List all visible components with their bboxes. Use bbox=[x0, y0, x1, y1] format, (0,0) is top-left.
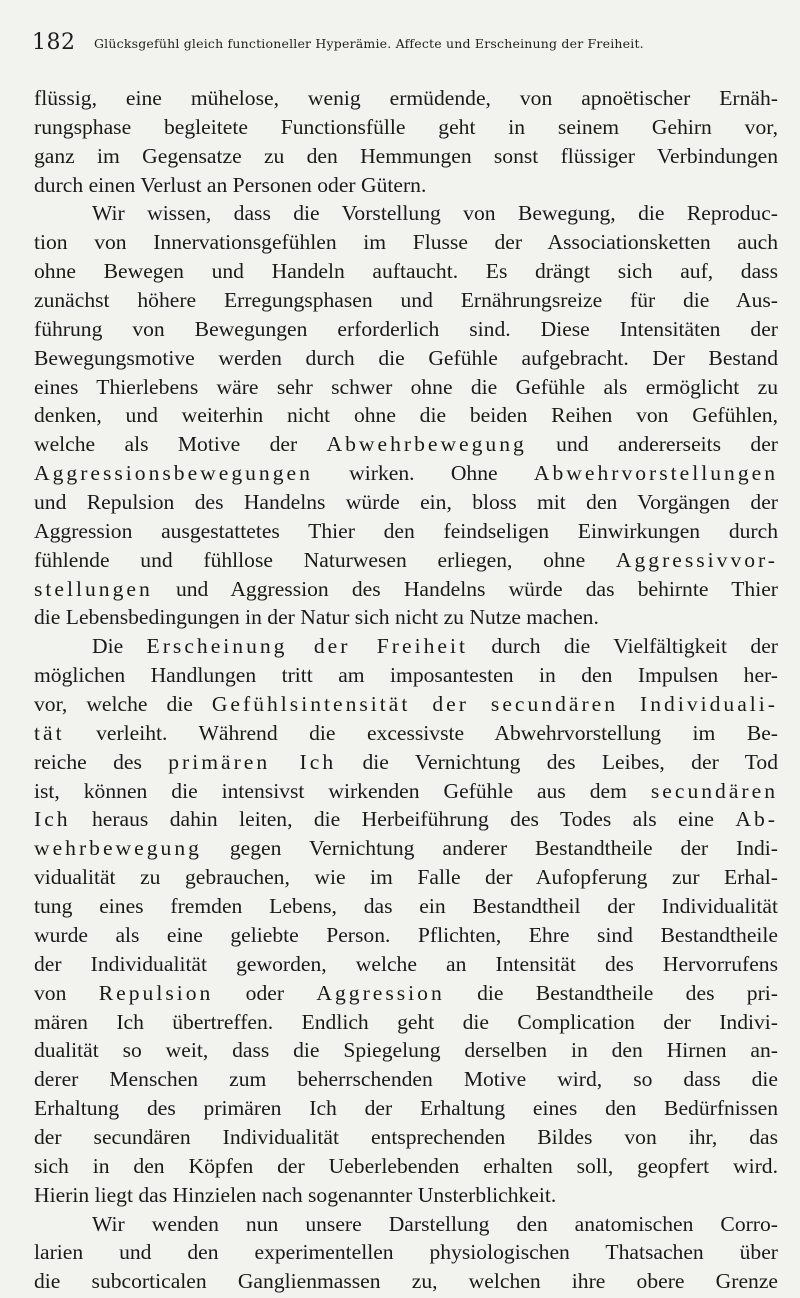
text-run: oder bbox=[213, 980, 317, 1005]
text-run: vor, welche die bbox=[34, 692, 212, 717]
text-run: gegen Vernichtung anderer Bestandtheile der Indi- bbox=[201, 836, 778, 861]
emphasis-run: Abwehrbewegung bbox=[326, 432, 527, 457]
text-run: welche als Motive der bbox=[34, 432, 327, 457]
text-line: die Lebensbedingungen in der Natur sich nicht zu Nutze machen. bbox=[34, 605, 599, 630]
text-run: und Aggression des Handelns würde das behirnte Thier bbox=[152, 576, 778, 601]
emphasis-run: tät bbox=[34, 720, 65, 745]
text-line: Erhaltung des primären Ich der Erhaltung eines den Bedürfnissen bbox=[34, 1096, 778, 1121]
text-line: und Repulsion des Handelns würde ein, bloss mit den Vorgängen der bbox=[34, 490, 778, 515]
text-line: Wir wissen, dass die Vorstellung von Bewegung, die Reproduc- bbox=[92, 201, 778, 226]
text-line bbox=[34, 690, 778, 719]
text-line: der secundären Individualität entsprechenden Bildes von ihr, das bbox=[34, 1124, 778, 1149]
emphasis-run: Ich bbox=[34, 807, 71, 832]
text-line bbox=[34, 430, 778, 459]
text-line: möglichen Handlungen tritt am imposantesten in den Impulsen her- bbox=[34, 663, 778, 688]
text-line: Hierin liegt das Hinzielen nach sogenannter Unsterblichkeit. bbox=[34, 1182, 557, 1207]
body-text bbox=[34, 84, 778, 1296]
page-header bbox=[32, 30, 777, 60]
text-line: der Individualität geworden, welche an Intensität des Hervorrufens bbox=[34, 951, 778, 976]
emphasis-run: secundären bbox=[650, 778, 778, 803]
text-line: mären Ich übertreffen. Endlich geht die Complication der Indivi- bbox=[34, 1009, 778, 1034]
text-line bbox=[34, 748, 778, 777]
running-head: Glücksgefühl gleich functioneller Hyperämie. Affecte und Erscheinung der Freiheit. bbox=[94, 36, 644, 51]
text-run: ist, können die intensivst wirkenden Gefühle aus dem bbox=[34, 778, 651, 803]
text-line bbox=[34, 979, 778, 1008]
text-line bbox=[34, 805, 778, 834]
text-line: zunächst höhere Erregungsphasen und Ernährungsreize für die Aus- bbox=[34, 288, 778, 313]
text-line: rungsphase begleitete Functionsfülle geht in seinem Gehirn vor, bbox=[34, 114, 778, 139]
text-line: tion von Innervationsgefühlen im Flusse der Associationsketten auch bbox=[34, 230, 778, 255]
page-number: 182 bbox=[32, 30, 76, 55]
text-line bbox=[34, 632, 778, 661]
text-line: Bewegungsmotive werden durch die Gefühle aufgebracht. Der Bestand bbox=[34, 345, 778, 370]
text-run: die Vernichtung des Leibes, der Tod bbox=[336, 749, 778, 774]
text-line: eines Thierlebens wäre sehr schwer ohne die Gefühle als ermöglicht zu bbox=[34, 374, 778, 399]
text-line: ganz im Gegensatze zu den Hemmungen sonst flüssiger Verbindungen bbox=[34, 143, 778, 168]
text-run: fühlende und fühllose Naturwesen erliegen, ohne bbox=[34, 547, 616, 572]
text-line: ohne Bewegen und Handeln auftaucht. Es drängt sich auf, dass bbox=[34, 259, 778, 284]
text-line: larien und den experimentellen physiologischen Thatsachen über bbox=[34, 1240, 778, 1265]
text-line: vidualität zu gebrauchen, wie im Falle der Aufopferung zur Erhal- bbox=[34, 865, 778, 890]
emphasis-run: Aggression bbox=[316, 980, 445, 1005]
text-line: durch einen Verlust an Personen oder Gütern. bbox=[34, 172, 427, 197]
text-run: wirken. Ohne bbox=[312, 461, 534, 486]
text-line: Aggression ausgestattetes Thier den feindseligen Einwirkungen durch bbox=[34, 518, 778, 543]
text-run: und andererseits der bbox=[526, 432, 778, 457]
text-line bbox=[34, 459, 778, 488]
text-run: verleiht. Während die excessivste Abwehrvorstellung im Be- bbox=[64, 720, 778, 745]
text-line: die subcorticalen Ganglienmassen zu, welchen ihre obere Grenze bbox=[34, 1269, 778, 1294]
text-line bbox=[34, 575, 778, 604]
emphasis-run: Erscheinung der Freiheit bbox=[146, 634, 468, 659]
text-line: wurde als eine geliebte Person. Pflichten, Ehre sind Bestandtheile bbox=[34, 922, 778, 947]
emphasis-run: stellungen bbox=[34, 576, 153, 601]
text-run: reiche des bbox=[34, 749, 169, 774]
text-line bbox=[34, 834, 778, 863]
text-run: Die bbox=[92, 634, 147, 659]
text-line: führung von Bewegungen erforderlich sind. Diese Intensitäten der bbox=[34, 316, 778, 341]
emphasis-run: Repulsion bbox=[98, 980, 214, 1005]
text-run: heraus dahin leiten, die Herbeiführung des Todes als eine bbox=[70, 807, 736, 832]
emphasis-run: Aggressivvor- bbox=[615, 547, 778, 572]
text-run: von bbox=[34, 980, 99, 1005]
emphasis-run: Aggressionsbewegungen bbox=[34, 461, 313, 486]
text-run: die Bestandtheile des pri- bbox=[444, 980, 778, 1005]
emphasis-run: primären Ich bbox=[168, 749, 337, 774]
emphasis-run: wehrbewegung bbox=[34, 836, 202, 861]
text-line: denken, und weiterhin nicht ohne die beiden Reihen von Gefühlen, bbox=[34, 403, 778, 428]
emphasis-run: Ab- bbox=[735, 807, 778, 832]
text-line: sich in den Köpfen der Ueberlebenden erhalten soll, geopfert wird. bbox=[34, 1153, 778, 1178]
text-line: derer Menschen zum beherrschenden Motive wird, so dass die bbox=[34, 1067, 778, 1092]
text-line: Wir wenden nun unsere Darstellung den anatomischen Corro- bbox=[92, 1211, 778, 1236]
text-line bbox=[34, 719, 778, 748]
text-line bbox=[34, 777, 778, 806]
text-line bbox=[34, 546, 778, 575]
text-line: tung eines fremden Lebens, das ein Bestandtheil der Individualität bbox=[34, 894, 778, 919]
emphasis-run: Abwehrvorstellungen bbox=[533, 461, 778, 486]
emphasis-run: Gefühlsintensität der secundären Individuali- bbox=[211, 692, 778, 717]
text-line: dualität so weit, dass die Spiegelung derselben in den Hirnen an- bbox=[34, 1038, 778, 1063]
text-run: durch die Vielfältigkeit der bbox=[467, 634, 778, 659]
text-line: flüssig, eine mühelose, wenig ermüdende, von apnoëtischer Ernäh- bbox=[34, 86, 778, 110]
